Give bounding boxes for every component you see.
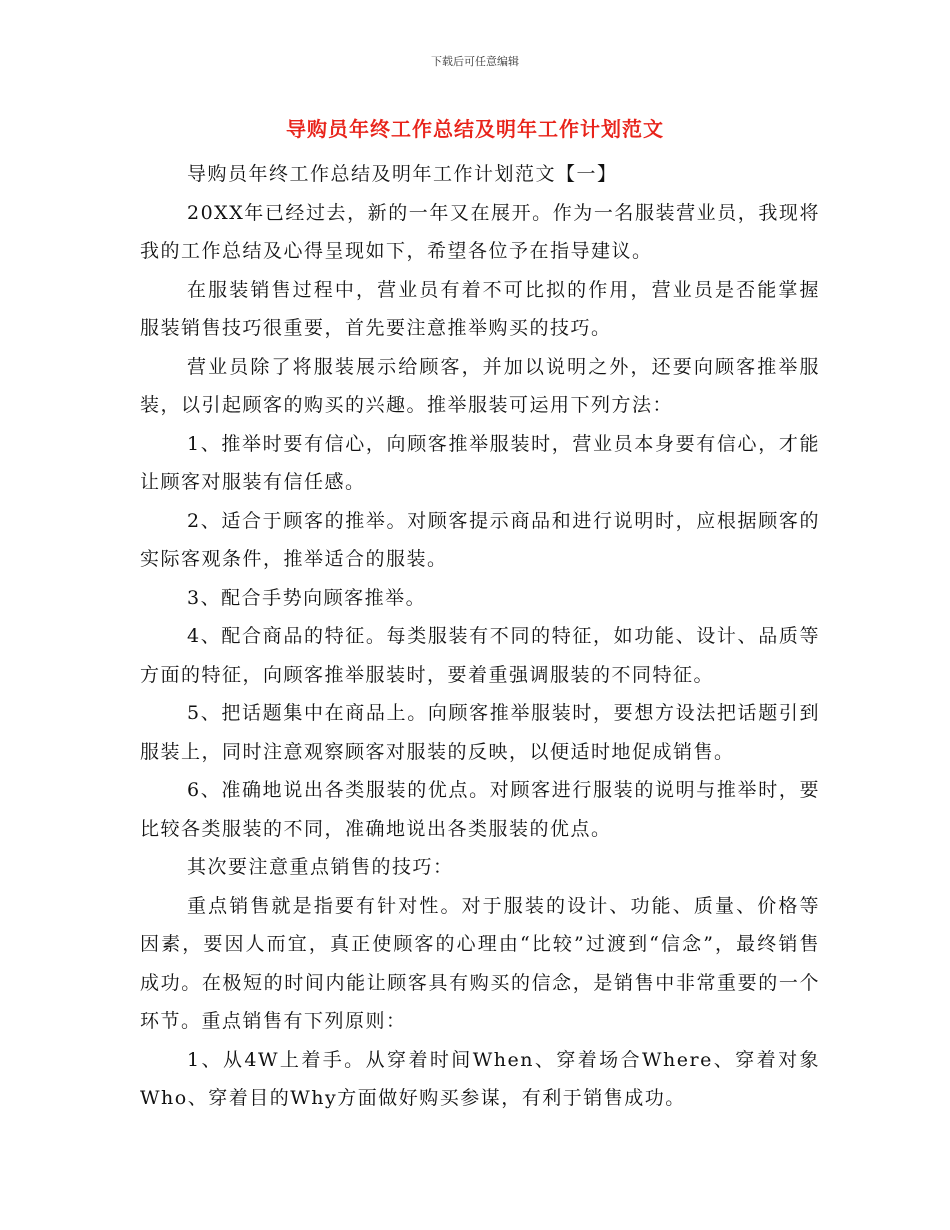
paragraph: 重点销售就是指要有针对性。对于服装的设计、功能、质量、价格等因素，要因人而宜，真正使顾客的心理由“比较”过渡到“信念”，最终销售成功。在极短的时间内能让顾客具有购买的信念，是销售中非常重要的一个环节。重点销售有下列原则： — [140, 894, 820, 1032]
paragraph: 5、把话题集中在商品上。向顾客推举服装时，要想方设法把话题引到服装上，同时注意观察顾客对服装的反映，以便适时地促成销售。 — [140, 702, 820, 763]
paragraph: 导购员年终工作总结及明年工作计划范文【一】 — [187, 163, 618, 185]
paragraph: 营业员除了将服装展示给顾客，并加以说明之外，还要向顾客推举服装，以引起顾客的购买的兴趣。推举服装可运用下列方法： — [140, 355, 820, 416]
paragraph: 4、配合商品的特征。每类服装有不同的特征，如功能、设计、品质等方面的特征，向顾客推举服装时，要着重强调服装的不同特征。 — [140, 625, 820, 686]
paragraph: 6、准确地说出各类服装的优点。对顾客进行服装的说明与推举时，要比较各类服装的不同，准确地说出各类服装的优点。 — [140, 779, 820, 840]
paragraph: 3、配合手势向顾客推举。 — [187, 586, 427, 609]
paragraph: 在服装销售过程中，营业员有着不可比拟的作用，营业员是否能掌握服装销售技巧很重要，首先要注意推举购买的技巧。 — [140, 278, 820, 339]
paragraph: 1、推举时要有信心，向顾客推举服装时，营业员本身要有信心，才能让顾客对服装有信任感。 — [140, 432, 820, 493]
paragraph: 2、适合于顾客的推举。对顾客提示商品和进行说明时，应根据顾客的实际客观条件，推举适合的服装。 — [140, 509, 820, 570]
document-title: 导购员年终工作总结及明年工作计划范文 — [286, 117, 664, 141]
paragraph: 1、从4W上着手。从穿着时间When、穿着场合Where、穿着对象Who、穿着目的Why方面做好购买参谋，有利于销售成功。 — [140, 1048, 820, 1109]
paragraph: 20XX年已经过去，新的一年又在展开。作为一名服装营业员，我现将我的工作总结及心得呈现如下，希望各位予在指导建议。 — [140, 201, 820, 262]
header-note: 下载后可任意编辑 — [431, 55, 519, 68]
paragraph: 其次要注意重点销售的技巧： — [187, 856, 454, 878]
document-body — [140, 155, 820, 1118]
